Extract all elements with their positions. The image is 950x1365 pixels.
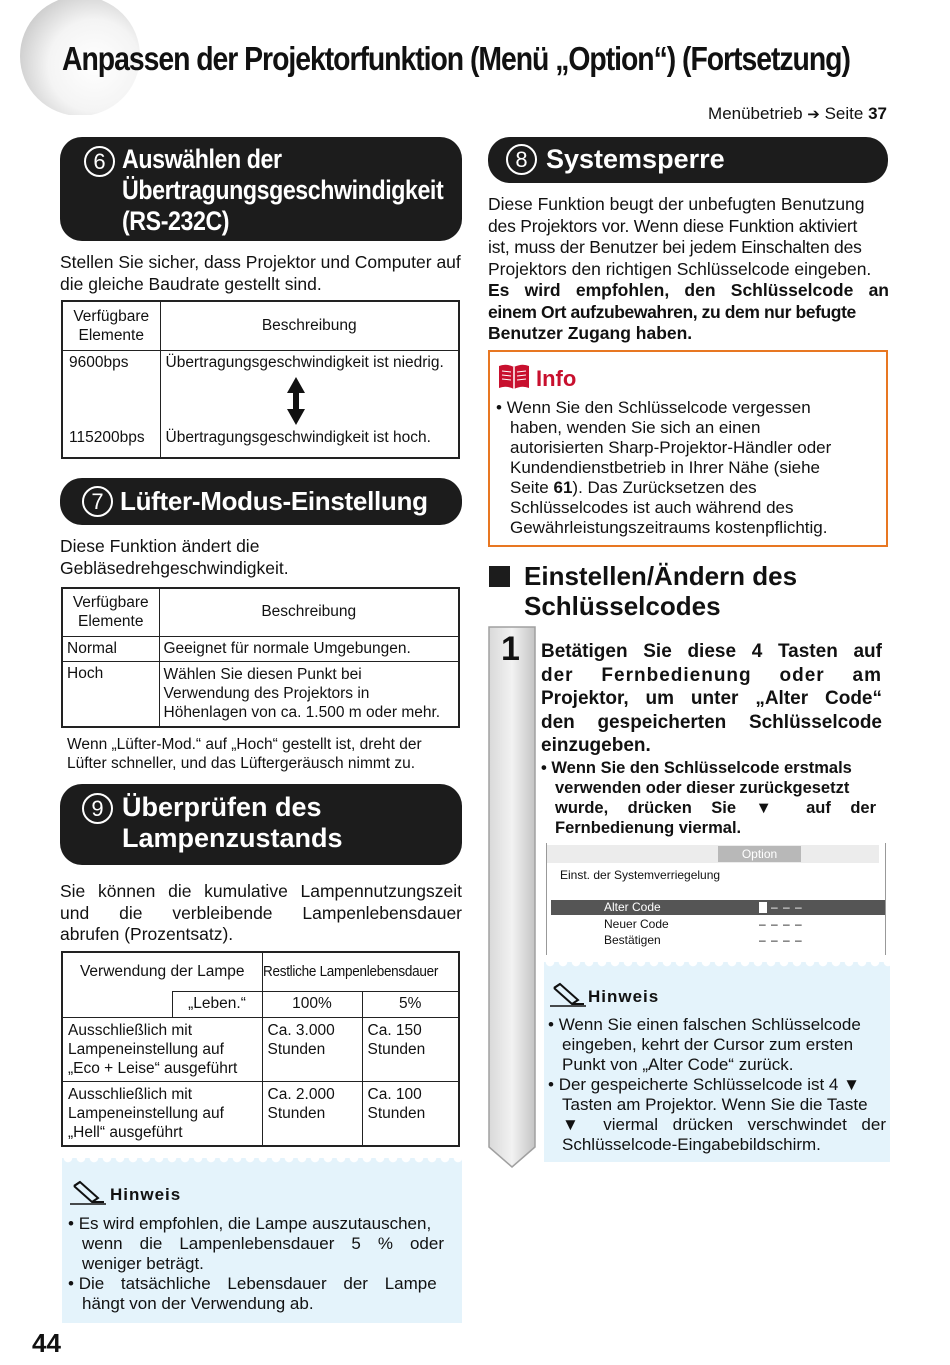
book-icon <box>497 362 531 392</box>
menu-row-confirm[interactable]: Bestätigen – – – – <box>604 933 803 947</box>
menu-heading: Einst. der Systemverriegelung <box>560 868 721 882</box>
square-bullet-icon <box>489 566 510 587</box>
list-item: • Es wird empfohlen, die Lampe auszutauschen, wenn die Lampenlebensdauer 5 % oder weniger beträgt. <box>68 1214 444 1274</box>
section-9-title-l2: Lampenzustands <box>122 823 343 853</box>
ref-page-label: Seite <box>824 104 864 123</box>
baudrate-table <box>61 300 460 459</box>
note-title: Hinweis <box>110 1185 182 1204</box>
section-number-6: 6 <box>84 146 115 177</box>
section-9-header <box>60 784 462 865</box>
section-7-header <box>60 478 462 525</box>
step-bullet: • Wenn Sie den Schlüsselcode erstmals verwenden oder dieser zurückgesetzt wurde, drücken Sie ▼ auf der Fernbedienung viermal. <box>541 759 876 837</box>
table-header-usage: Verwendung der Lampe <box>62 952 262 991</box>
section-8-title: Systemsperre <box>546 144 725 174</box>
menu-row-old-code[interactable]: Alter Code – – – – <box>551 900 885 915</box>
double-arrow-icon <box>286 377 306 425</box>
list-item: • Der gespeicherte Schlüsselcode ist 4 ▼ Tasten am Projektor. Wenn Sie die Taste ▼ viermal drücken verschwindet der Schlüsselcode-Eingabebildschirm. <box>548 1075 886 1154</box>
menu-tab-bar <box>547 845 879 863</box>
section-number-7: 7 <box>82 486 113 517</box>
section-number-8: 8 <box>506 144 537 175</box>
table-header-description: Beschreibung <box>160 301 459 350</box>
note-list <box>68 1214 444 1314</box>
pencil-icon <box>70 1180 108 1206</box>
section-6-title-l3: (RS-232C) <box>122 206 230 236</box>
note-list <box>548 1015 886 1155</box>
table-cell-items: 9600bps 115200bps <box>62 350 160 458</box>
step-text: Betätigen Sie diese 4 Tasten auf der Fernbedienung oder am Projektor, um unter „Alter Code“ den gespeicherten Schlüsselcode einzugeben. <box>541 641 882 756</box>
table-cell-desc: Übertragungsgeschwindigkeit ist niedrig. Übertragungsgeschwindigkeit ist hoch. <box>160 350 459 458</box>
subsection-title: Einstellen/Ändern des Schlüsselcodes <box>524 561 798 621</box>
section-6-header <box>60 137 462 241</box>
table-header-life: „Leben.“ <box>172 991 262 1017</box>
table-row: Normal Geeignet für normale Umgebungen. <box>62 636 459 661</box>
section-7-title: Lüfter-Modus-Einstellung <box>120 486 428 516</box>
system-lock-menu-screen <box>546 843 886 955</box>
section-7-intro: Diese Funktion ändert die Gebläsedrehgeschwindigkeit. <box>60 536 289 578</box>
page-number: 44 <box>32 1328 61 1358</box>
info-text: • Wenn Sie den Schlüsselcode vergessen haben, wenden Sie sich an einen autorisierten Sharp-Projektor-Händler oder Kundendienstbetrieb in Ihrer Nähe (siehe Seite 61). Das Zurücksetzen des Schlüsselcodes ist auch während des Gewährleistungszeitraums kostenpflichtig. <box>496 398 832 537</box>
info-title: Info <box>536 366 577 391</box>
table-row: Hoch Wählen Sie diesen Punkt bei Verwendung des Projektors in Höhenlagen von ca. 1.500 m oder mehr. <box>62 661 459 727</box>
lamp-note-box <box>62 1158 462 1323</box>
table-header-items: Verfügbare Elemente <box>62 588 159 636</box>
step-number: 1 <box>501 630 520 668</box>
menu-tab-option[interactable]: Option <box>718 846 801 862</box>
step-bar <box>487 625 537 1170</box>
section-8-text: Diese Funktion beugt der unbefugten Benutzung des Projektors vor. Wenn diese Funktion aktiviert ist, muss der Benutzer bei jedem Einschalten des Projektors den richtigen Schlüsselcode eingeben. Es wird empfohlen, den Schlüsselcode an einem Ort aufzubewahren, zu dem nur befugte Benutzer Zugang haben. <box>488 194 889 343</box>
pencil-icon <box>550 982 588 1008</box>
ref-page-number: 37 <box>868 104 887 123</box>
table-row: Ausschließlich mit Lampeneinstellung auf „Eco + Leise“ ausgeführt Ca. 3.000 Stunden Ca. 150 Stunden <box>62 1017 459 1081</box>
table-header-items: Verfügbare Elemente <box>62 301 160 350</box>
section-8-header <box>488 137 888 183</box>
table-row: Ausschließlich mit Lampeneinstellung auf „Hell“ ausgeführt Ca. 2.000 Stunden Ca. 100 Stunden <box>62 1081 459 1146</box>
section-9-title-l1: Überprüfen des <box>122 792 322 822</box>
arrow-right-icon: ➔ <box>807 106 820 123</box>
table-header-100: 100% <box>262 991 362 1017</box>
fan-mode-table <box>61 587 460 728</box>
note-title: Hinweis <box>588 987 660 1006</box>
list-item: • Die tatsächliche Lebensdauer der Lampe hängt von der Verwendung ab. <box>68 1274 444 1314</box>
systemlock-note-box <box>544 962 890 1162</box>
section-6-title-l2: Übertragungsgeschwindigkeit <box>122 175 444 205</box>
menu-row-new-code[interactable]: Neuer Code – – – – <box>604 917 803 931</box>
page-title: Anpassen der Projektorfunktion (Menü „Option“) (Fortsetzung) <box>62 40 850 77</box>
section-6-title-l1: Auswählen der <box>122 144 282 174</box>
table-header-description: Beschreibung <box>159 588 459 636</box>
fan-mode-footnote: Wenn „Lüfter-Mod.“ auf „Hoch“ gestellt ist, dreht der Lüfter schneller, und das Lüftergeräusch nimmt zu. <box>67 736 422 772</box>
info-box <box>488 350 888 547</box>
list-item: • Wenn Sie einen falschen Schlüsselcode eingeben, kehrt der Cursor zum ersten Punkt von „Alter Code“ zurück. <box>548 1015 861 1074</box>
ref-text: Menübetrieb <box>708 104 803 123</box>
table-header-remaining: Restliche Lampenlebensdauer <box>262 952 459 991</box>
page-reference <box>708 104 887 124</box>
section-number-9: 9 <box>82 793 113 824</box>
section-6-intro: Stellen Sie sicher, dass Projektor und Computer auf die gleiche Baudrate gestellt sind. <box>60 252 461 294</box>
lamp-life-table <box>61 951 460 1147</box>
section-9-intro: Sie können die kumulative Lampennutzungszeit und die verbleibende Lampenlebensdauer abrufen (Prozentsatz). <box>60 881 462 944</box>
table-header-5: 5% <box>362 991 459 1017</box>
